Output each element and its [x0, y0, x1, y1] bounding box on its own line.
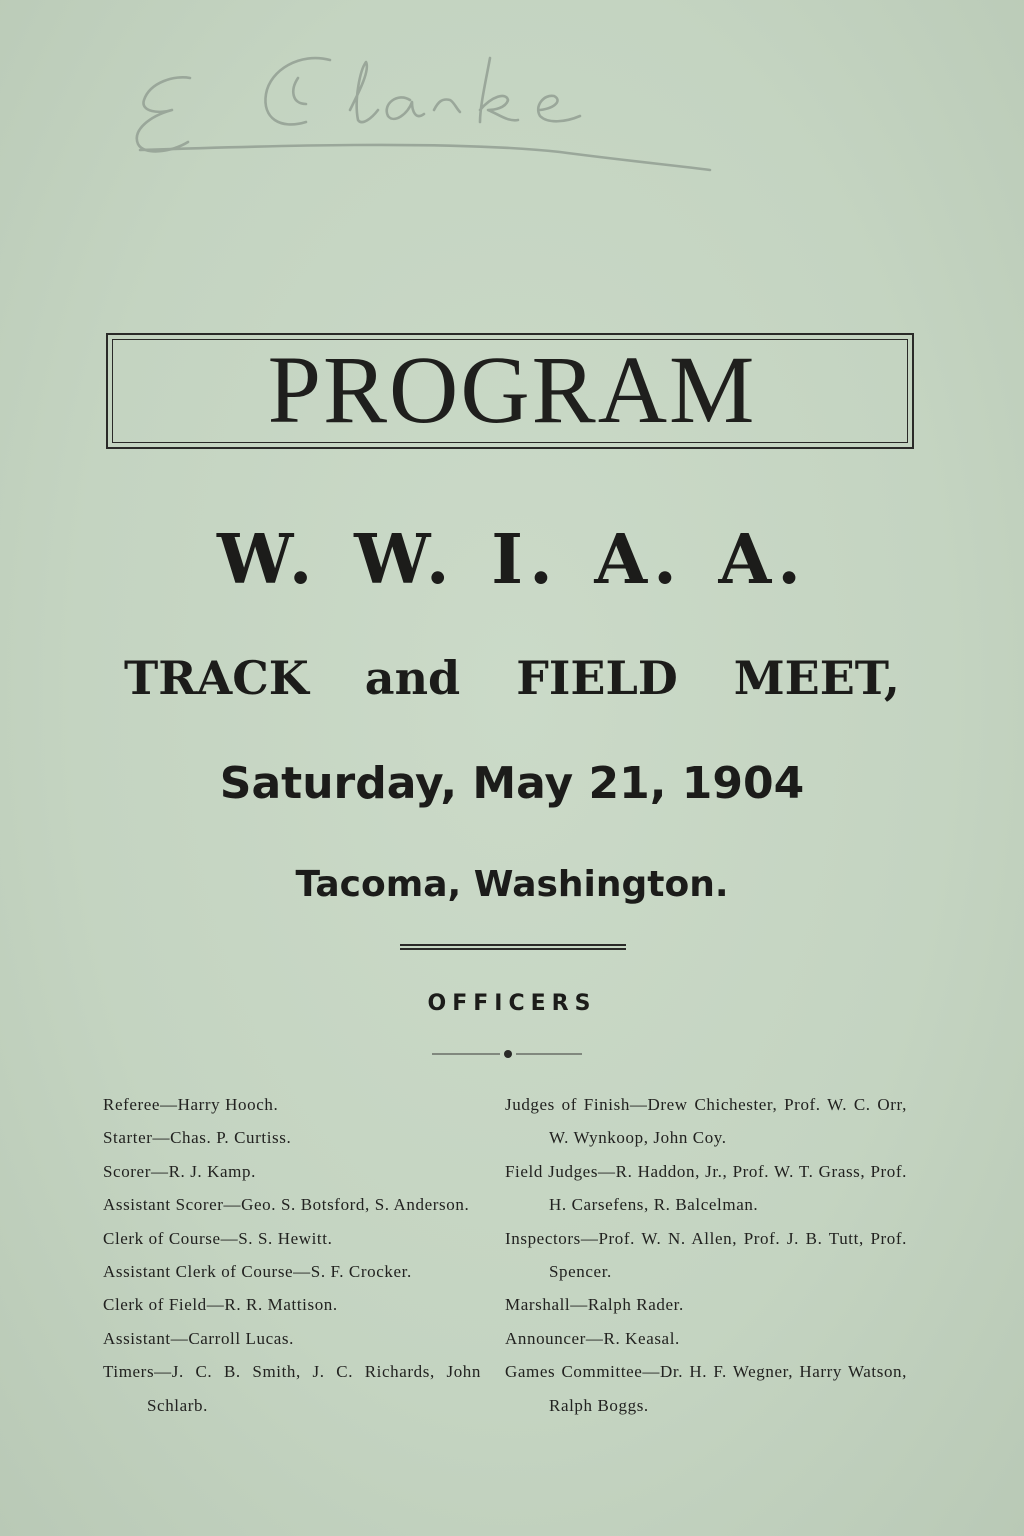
officer-entry: Field Judges—R. Haddon, Jr., Prof. W. T. Grass, Prof. H. Carsefens, R. Balcelman.: [505, 1161, 907, 1215]
officer-entry: Timers—J. C. B. Smith, J. C. Richards, John Schlarb.: [103, 1362, 481, 1415]
officer-entry: Referee—Harry Hooch.: [103, 1095, 279, 1114]
double-rule-divider: [400, 944, 626, 950]
handwritten-signature: [120, 30, 720, 180]
page-title: PROGRAM: [267, 336, 757, 443]
officers-left-column: [103, 1088, 481, 1422]
officer-entry: Announcer—R. Keasal.: [505, 1328, 680, 1348]
event-date: Saturday, May 21, 1904: [219, 758, 805, 809]
officer-entry: Assistant Scorer—Geo. S. Botsford, S. Anderson.: [103, 1195, 470, 1215]
dot-divider-ornament: [432, 1048, 582, 1060]
officer-entry: Clerk of Course—S. S. Hewitt.: [103, 1228, 333, 1248]
section-heading-officers: OFFICERS: [427, 991, 597, 1016]
officer-entry: Scorer—R. J. Kamp.: [103, 1161, 256, 1181]
officer-entry: Marshall—Ralph Rader.: [505, 1295, 684, 1315]
officer-entry: Assistant Clerk of Course—S. F. Crocker.: [103, 1262, 412, 1282]
officer-entry: Starter—Chas. P. Curtiss.: [103, 1128, 292, 1148]
event-location: Tacoma, Washington.: [295, 864, 729, 905]
officers-right-column: [505, 1088, 907, 1422]
officer-entry: Inspectors—Prof. W. N. Allen, Prof. J. B. Tutt, Prof. Spencer.: [505, 1228, 907, 1282]
organization-name: W. W. I. A. A.: [217, 520, 807, 600]
event-name: TRACK and FIELD MEET,: [124, 651, 900, 705]
officer-entry: Assistant—Carroll Lucas.: [103, 1328, 294, 1348]
officer-entry: Clerk of Field—R. R. Mattison.: [103, 1295, 338, 1315]
officer-entry: Games Committee—Dr. H. F. Wegner, Harry Watson, Ralph Boggs.: [505, 1362, 907, 1415]
officer-entry: Judges of Finish—Drew Chichester, Prof. W. C. Orr, W. Wynkoop, John Coy.: [505, 1095, 907, 1148]
